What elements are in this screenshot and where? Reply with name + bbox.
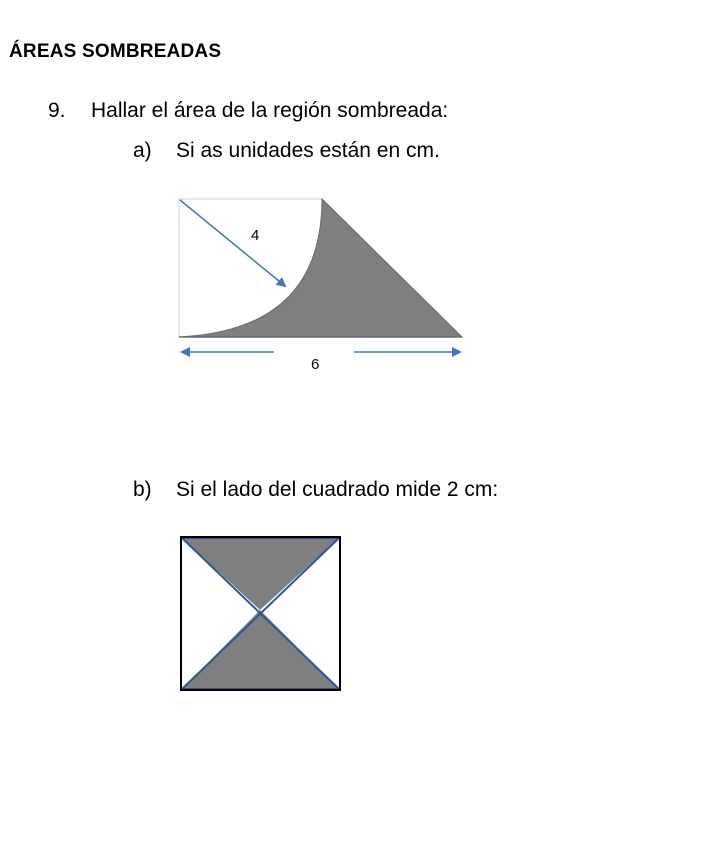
- figure-a-radius-label: 4: [251, 227, 260, 244]
- figure-b-bottom-triangle: [182, 610, 339, 689]
- question-text: Hallar el área de la región sombreada:: [91, 99, 449, 122]
- figure-a-base-label: 6: [311, 356, 320, 373]
- part-b-text: Si el lado del cuadrado mide 2 cm:: [176, 478, 499, 501]
- part-b-letter: b): [133, 478, 152, 501]
- part-a-letter: a): [133, 139, 152, 162]
- page-heading: ÁREAS SOMBREADAS: [9, 41, 222, 62]
- part-a-text: Si as unidades están en cm.: [176, 139, 440, 162]
- figure-b-top-triangle: [182, 538, 339, 610]
- question-number: 9.: [48, 99, 66, 122]
